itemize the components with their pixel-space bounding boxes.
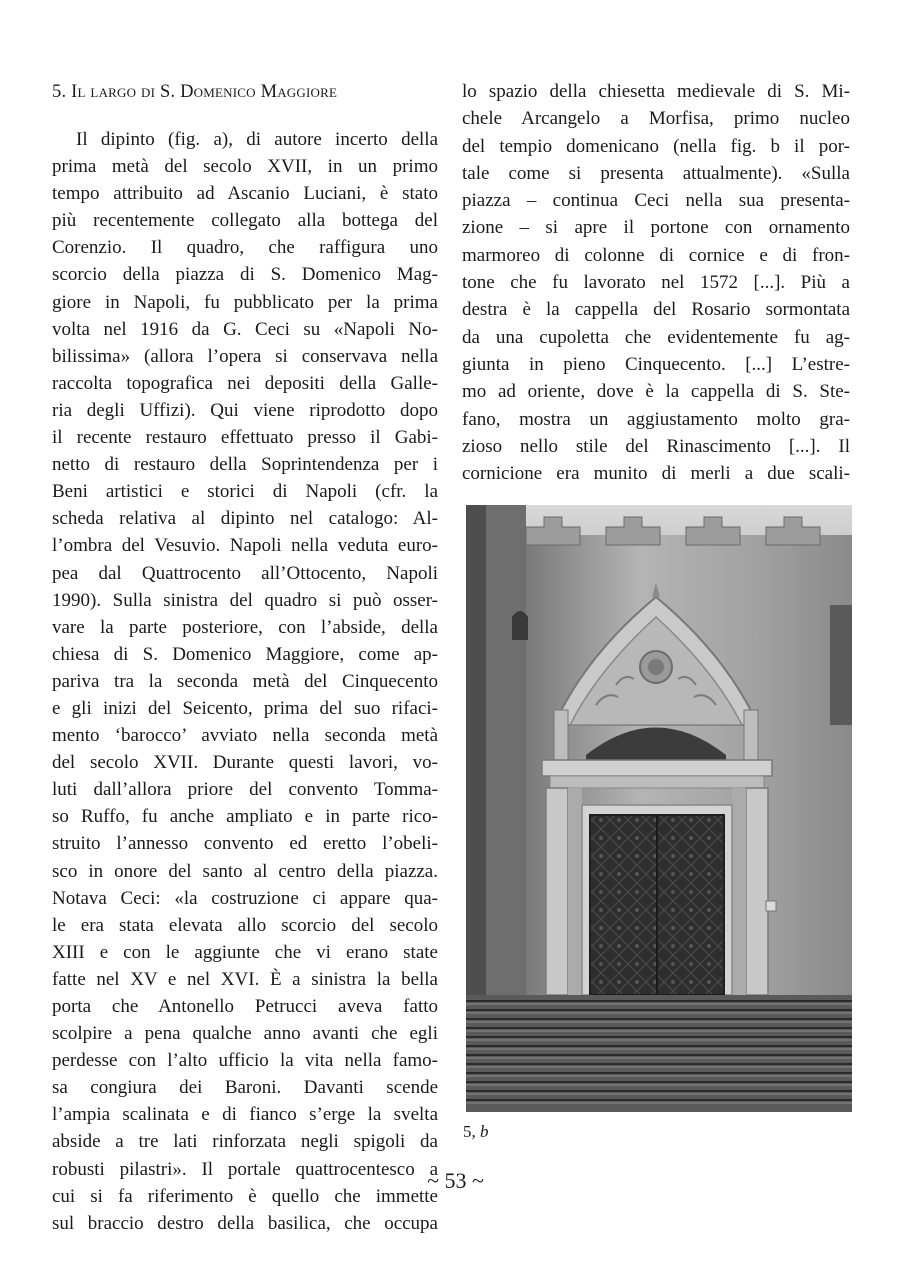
text-line: del tempio domenicano (nella fig. b il por-	[462, 135, 850, 157]
left-text-block	[52, 126, 438, 1237]
text-line: pea dal Quattrocento all’Ottocento, Napoli	[52, 562, 438, 584]
text-line: robusti pilastri». Il portale quattrocentesco a	[52, 1158, 438, 1180]
text-line: giore in Napoli, fu pubblicato per la prima	[52, 291, 438, 313]
text-line: XIII e con le aggiunte che vi erano state	[52, 941, 438, 963]
text-line: marmoreo di colonne di cornice e di fron-	[462, 244, 850, 266]
text-line: da una cupoletta che evidentemente fu ag-	[462, 326, 850, 348]
text-line: netto di restauro della Soprintendenza per i	[52, 454, 438, 476]
text-line: mo ad oriente, dove è la cappella di S. Ste-	[462, 381, 850, 403]
text-line: so Ruffo, fu anche ampliato e in parte rico-	[52, 806, 438, 828]
text-line: chele Arcangelo a Morfisa, primo nucleo	[462, 108, 850, 130]
text-line: prima metà del secolo XVII, in un primo	[52, 156, 438, 178]
caption-number: 5,	[463, 1122, 476, 1141]
text-line: volta nel 1916 da G. Ceci su «Napoli No-	[52, 318, 438, 340]
section-title: Il largo di S. Domenico Maggiore	[71, 82, 338, 102]
right-text-block	[462, 78, 850, 487]
text-line: porta che Antonello Petrucci aveva fatto	[52, 996, 438, 1017]
text-line: cui si fa riferimento è quello che immette	[52, 1185, 438, 1207]
text-line: piazza – continua Ceci nella sua presenta-	[462, 190, 850, 212]
text-line: l’ampia scalinata e di fianco s’erge la svelta	[52, 1104, 438, 1126]
text-line: mento ‘barocco’ avviato nella seconda metà	[52, 725, 438, 747]
text-line: 1990). Sulla sinistra del quadro si può osser-	[52, 589, 438, 611]
text-line: vare la parte posteriore, con l’abside, della	[52, 616, 438, 638]
text-line: fano, mostra un aggiustamento molto gra-	[462, 408, 850, 430]
text-line: cornicione era munito di merli a due scali-	[462, 463, 850, 485]
text-line: le era stata elevata allo scorcio del secolo	[52, 914, 438, 936]
right-column	[462, 78, 850, 487]
text-line: del secolo XVII. Durante questi lavori, vo-	[52, 752, 438, 774]
section-number: 5.	[52, 82, 67, 102]
text-line: bilissima» (allora l’opera si conservava nella	[52, 345, 438, 367]
text-line: destra è la cappella del Rosario sormontata	[462, 299, 850, 321]
text-line: tempo attribuito ad Ascanio Luciani, è stato	[52, 183, 438, 205]
text-line: sa congiura dei Baroni. Davanti scende	[52, 1077, 438, 1099]
text-line: giunta in pieno Cinquecento. [...] L’estre-	[462, 353, 850, 375]
text-line: scolpire a pena qualche anno avanti che egli	[52, 1023, 438, 1045]
text-line: lo spazio della chiesetta medievale di S. Mi-	[462, 81, 850, 102]
text-line: sco in onore del santo al centro della piazza.	[52, 860, 438, 882]
text-line: Notava Ceci: «la costruzione ci appare qua-	[52, 887, 438, 909]
text-line: fatte nel XV e nel XVI. È a sinistra la bella	[52, 968, 438, 990]
text-line: scheda relativa al dipinto nel catalogo: Al-	[52, 508, 438, 530]
text-line: chiesa di S. Domenico Maggiore, come ap-	[52, 643, 438, 665]
portal-photo-illustration	[466, 505, 852, 1112]
text-line: e gli inizi del Seicento, prima del suo rifaci-	[52, 697, 438, 719]
figure-caption	[463, 1122, 489, 1142]
text-line: Il dipinto (fig. a), di autore incerto della	[76, 129, 438, 150]
text-line: tale come si presenta attualmente). «Sulla	[462, 162, 850, 184]
page-number: ~ 53 ~	[427, 1168, 484, 1193]
text-line: il recente restauro effettuato presso il Gabi-	[52, 427, 438, 449]
section-heading	[52, 78, 438, 106]
text-line: più recentemente collegato alla bottega del	[52, 210, 438, 232]
text-line: perdesse con l’alto ufficio la vita nella famo-	[52, 1050, 438, 1072]
text-line: abside a tre lati rinforzata negli spigoli da	[52, 1131, 438, 1153]
text-line: luti dall’allora priore del convento Tomma-	[52, 779, 438, 801]
text-line: Corenzio. Il quadro, che raffigura uno	[52, 237, 438, 259]
left-column	[52, 78, 438, 1237]
text-line: l’ombra del Vesuvio. Napoli nella veduta euro-	[52, 535, 438, 557]
text-line: zioso nello stile del Rinascimento [...]. Il	[462, 435, 850, 457]
text-line: struito l’annesso convento ed eretto l’obeli-	[52, 833, 438, 855]
text-line: raccolta topografica nei depositi della Galle-	[52, 372, 438, 394]
caption-letter: b	[480, 1122, 489, 1141]
portal-photograph	[466, 505, 852, 1112]
text-line: Beni artistici e storici di Napoli (cfr. la	[52, 481, 438, 503]
text-line: sul braccio destro della basilica, che occupa	[52, 1212, 438, 1234]
text-line: zione – si apre il portone con ornamento	[462, 217, 850, 239]
text-line: pariva tra la seconda metà del Cinquecento	[52, 670, 438, 692]
text-line: ria degli Uffizi). Qui viene riprodotto dopo	[52, 399, 438, 421]
text-line: tone che fu lavorato nel 1572 [...]. Più a	[462, 272, 850, 294]
text-line: scorcio della piazza di S. Domenico Mag-	[52, 264, 438, 286]
